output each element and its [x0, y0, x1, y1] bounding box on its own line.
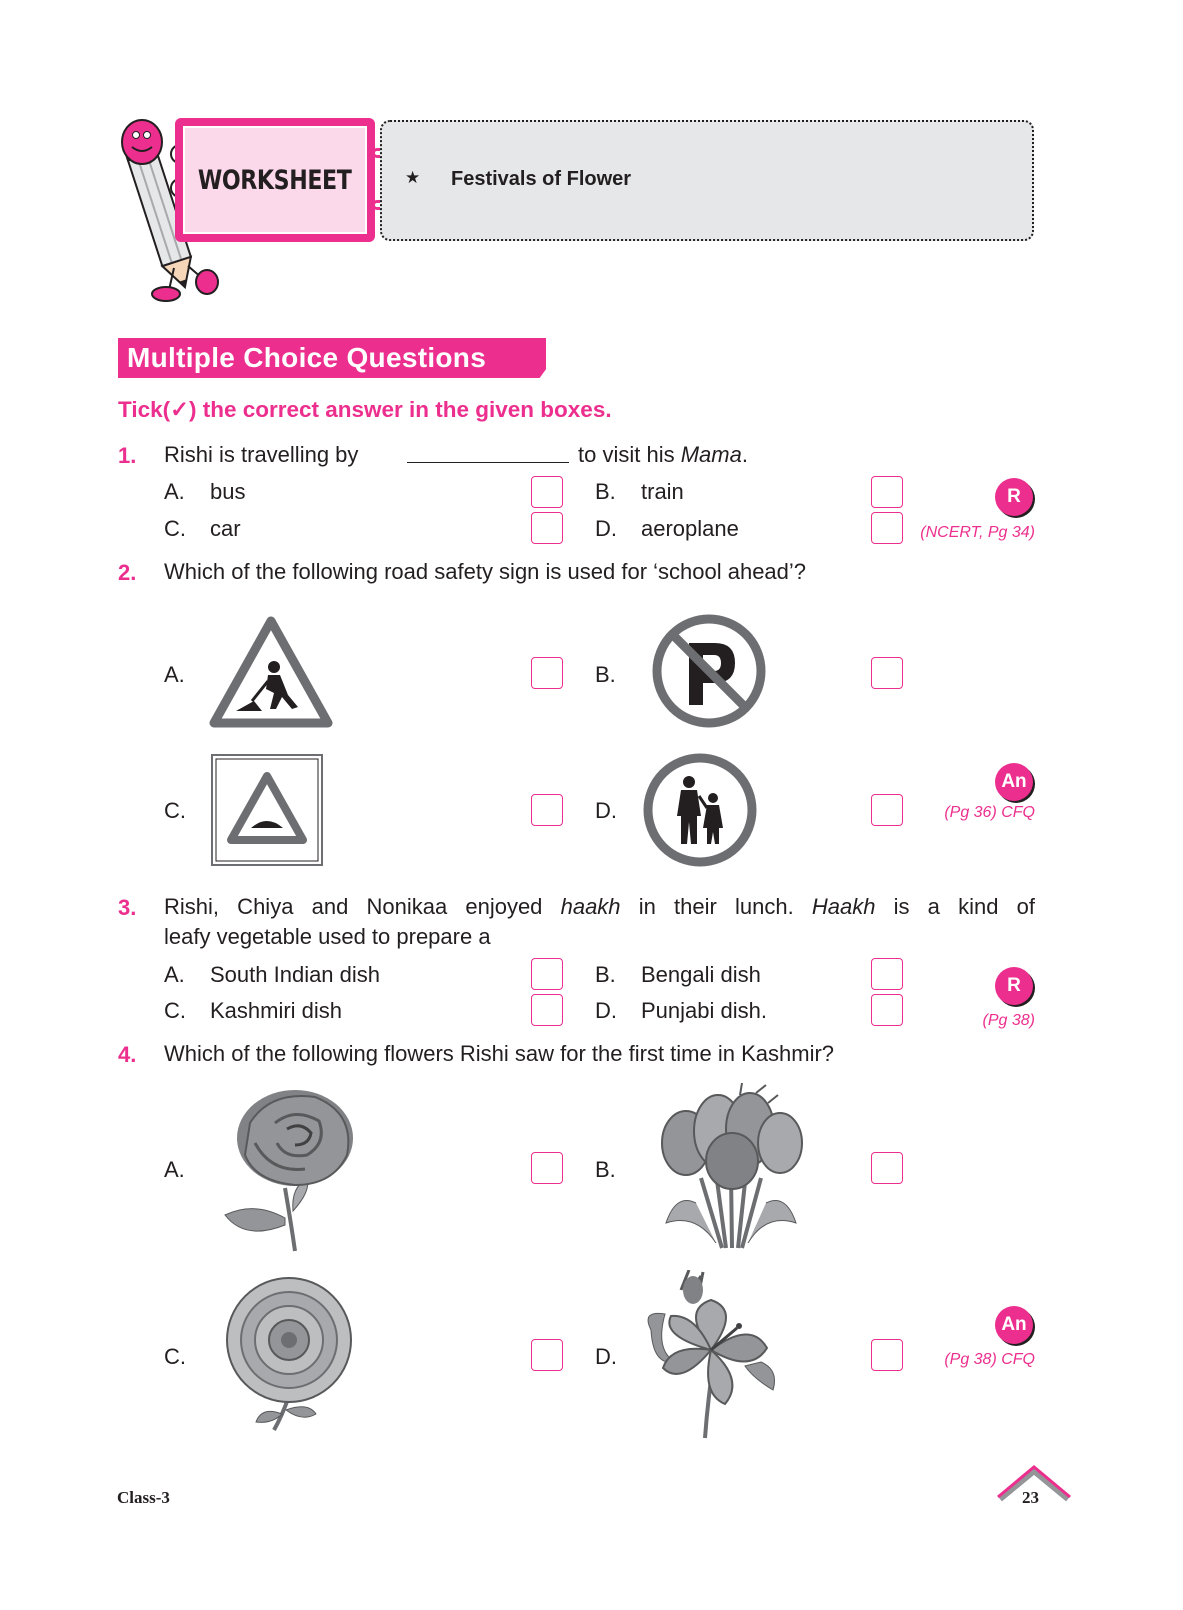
- question-text-part: .: [741, 442, 748, 467]
- pedestrians-sign-icon: [641, 752, 759, 868]
- question-number: 2.: [118, 560, 137, 585]
- answer-checkbox[interactable]: [871, 512, 903, 544]
- option-letter: A.: [164, 1157, 185, 1182]
- question-text-line: [164, 892, 1035, 922]
- option-letter: C.: [164, 1344, 186, 1369]
- option-text: train: [641, 479, 684, 504]
- answer-checkbox[interactable]: [871, 476, 903, 508]
- worksheet-label: WORKSHEET: [198, 164, 352, 196]
- option-letter: A.: [164, 662, 185, 687]
- option-letter: B.: [595, 479, 616, 504]
- level-tag: [995, 763, 1033, 801]
- answer-checkbox[interactable]: [871, 794, 903, 826]
- option-letter: D.: [595, 998, 617, 1023]
- section-title: Multiple Choice Questions: [127, 342, 487, 373]
- question-text: Which of the following flowers Rishi saw for the first time in Kashmir?: [164, 1041, 835, 1066]
- option-letter: B.: [595, 962, 616, 987]
- page-number: 23: [1022, 1488, 1039, 1507]
- hibiscus-icon: [641, 1270, 781, 1440]
- question-text-italic: Mama: [680, 442, 742, 467]
- fill-in-blank-line: [407, 462, 569, 463]
- speed-breaker-sign-icon: [211, 754, 323, 866]
- question-text-italic: Haakh: [811, 894, 876, 919]
- option-letter: A.: [164, 479, 185, 504]
- answer-checkbox[interactable]: [531, 657, 563, 689]
- marigold-icon: [222, 1276, 356, 1432]
- level-tag-label: An: [995, 1306, 1033, 1344]
- question-number: 1.: [118, 443, 137, 468]
- worksheet-card: [175, 118, 375, 242]
- option-text: Punjabi dish.: [641, 998, 767, 1023]
- option-letter: D.: [595, 798, 617, 823]
- option-letter: D.: [595, 516, 617, 541]
- reference-text: (Pg 38): [982, 1012, 1035, 1029]
- no-parking-sign-icon: [651, 613, 767, 729]
- option-letter: B.: [595, 662, 616, 687]
- answer-checkbox[interactable]: [531, 794, 563, 826]
- question-text-line: leafy vegetable used to prepare a: [164, 924, 491, 949]
- answer-checkbox[interactable]: [531, 476, 563, 508]
- option-letter: A.: [164, 962, 185, 987]
- option-letter: C.: [164, 998, 186, 1023]
- answer-checkbox[interactable]: [871, 994, 903, 1026]
- instruction-text: Tick(✓) the correct answer in the given boxes.: [118, 397, 612, 422]
- men-at-work-sign-icon: [208, 615, 334, 729]
- option-text: Bengali dish: [641, 962, 761, 987]
- question-text-part: is a kind of: [893, 894, 1035, 919]
- option-text: South Indian dish: [210, 962, 381, 987]
- question-number: 3.: [118, 895, 137, 920]
- answer-checkbox[interactable]: [531, 1339, 563, 1371]
- option-text: bus: [210, 479, 246, 504]
- topic-title: Festivals of Flower: [451, 168, 632, 190]
- answer-checkbox[interactable]: [531, 994, 563, 1026]
- class-label: Class-3: [117, 1488, 170, 1507]
- option-letter: C.: [164, 516, 186, 541]
- question-text-part: Rishi is travelling by: [164, 442, 359, 467]
- question-text-part: Rishi, Chiya and Nonikaa enjoyed: [164, 894, 543, 919]
- answer-checkbox[interactable]: [871, 1339, 903, 1371]
- option-text: aeroplane: [641, 516, 739, 541]
- reference-text: (NCERT, Pg 34): [920, 524, 1035, 541]
- star-icon: ★: [405, 168, 421, 187]
- question-number: 4.: [118, 1042, 137, 1067]
- answer-checkbox[interactable]: [871, 958, 903, 990]
- rose-icon: [215, 1083, 365, 1253]
- level-tag: [995, 967, 1033, 1005]
- answer-checkbox[interactable]: [531, 512, 563, 544]
- option-letter: C.: [164, 798, 186, 823]
- level-tag: [995, 478, 1033, 516]
- level-tag-label: R: [995, 478, 1033, 516]
- option-letter: B.: [595, 1157, 616, 1182]
- level-tag-label: An: [995, 763, 1033, 801]
- answer-checkbox[interactable]: [871, 1152, 903, 1184]
- question-text-italic: haakh: [560, 894, 621, 919]
- question-text-part: in their lunch.: [638, 894, 794, 919]
- level-tag-label: R: [995, 967, 1033, 1005]
- option-text: Kashmiri dish: [210, 998, 343, 1023]
- question-text: [578, 440, 748, 470]
- tulip-bunch-icon: [656, 1083, 806, 1253]
- option-letter: D.: [595, 1344, 617, 1369]
- question-text-part: to visit his: [578, 442, 675, 467]
- level-tag: [995, 1306, 1033, 1344]
- answer-checkbox[interactable]: [531, 958, 563, 990]
- question-text: [164, 440, 358, 470]
- question-text: Which of the following road safety sign is used for ‘school ahead’?: [164, 559, 807, 584]
- answer-checkbox[interactable]: [871, 657, 903, 689]
- option-text: car: [210, 516, 241, 541]
- reference-text: (Pg 36) CFQ: [944, 804, 1035, 821]
- reference-text: (Pg 38) CFQ: [944, 1351, 1035, 1368]
- answer-checkbox[interactable]: [531, 1152, 563, 1184]
